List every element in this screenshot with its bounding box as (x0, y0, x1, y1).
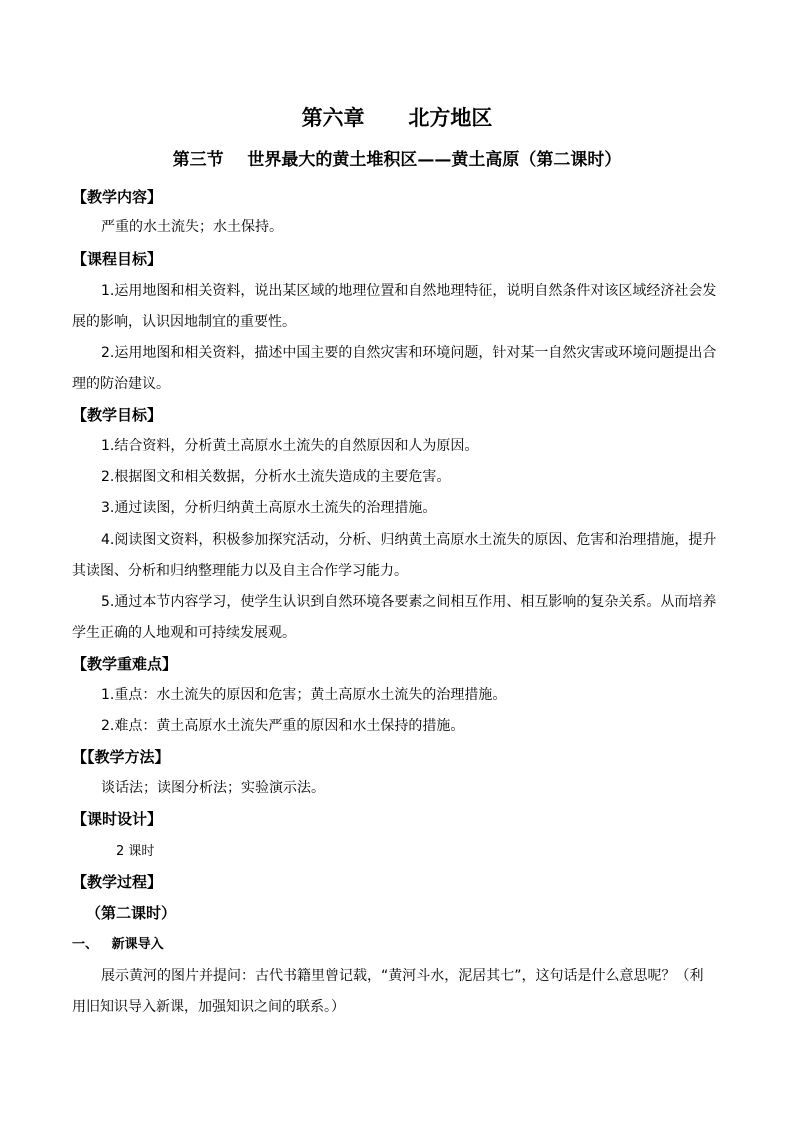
heading-teaching-content: 【教学内容】 (72, 188, 163, 206)
key-point-item-2: 2.难点：黄土高原水土流失严重的原因和水土保持的措施。 (101, 718, 465, 734)
objective-item-4-line-1: 4.阅读图文资料，积极参加探究活动，分析、归纳黄土高原水土流失的原因、危害和治理措施，提升 (101, 532, 717, 548)
objective-item-1: 1.结合资料，分析黄土高原水土流失的自然原因和人为原因。 (101, 438, 479, 454)
process-paragraph-line-2: 用旧知识导入新课，加强知识之间的联系。） (72, 999, 345, 1015)
process-step-1: 一、 新课导入 (72, 937, 164, 952)
objective-item-4-line-2: 其读图、分析和归纳整理能力以及自主合作学习能力。 (72, 563, 408, 579)
content-text: 严重的水土流失；水土保持。 (101, 219, 283, 235)
objective-item-5-line-2: 学生正确的人地观和可持续发展观。 (72, 625, 296, 641)
process-lesson-label: （第二课时） (86, 904, 177, 922)
heading-key-difficult-points: 【教学重难点】 (72, 655, 178, 673)
chapter-title: 第六章 北方地区 (301, 106, 493, 130)
objective-item-5-line-1: 5.通过本节内容学习，使学生认识到自然环境各要素之间相互作用、相互影响的复杂关系。从而培养 (101, 594, 717, 610)
heading-teaching-methods: 【【教学方法】 (72, 748, 170, 766)
curriculum-item-2-line-2: 理的防治建议。 (72, 376, 170, 392)
heading-lesson-design: 【课时设计】 (72, 810, 163, 828)
lesson-count: 2 课时 (116, 844, 155, 859)
curriculum-item-1-line-1: 1.运用地图和相关资料，说出某区域的地理位置和自然地理特征，说明自然条件对该区域经济社会发 (101, 283, 717, 299)
curriculum-item-1-line-2: 展的影响，认识因地制宜的重要性。 (72, 314, 296, 330)
heading-curriculum-goals: 【课程目标】 (72, 250, 163, 268)
curriculum-item-2-line-1: 2.运用地图和相关资料，描述中国主要的自然灾害和环境问题，针对某一自然灾害或环境问题提出合 (101, 345, 717, 361)
methods-text: 谈话法；读图分析法；实验演示法。 (101, 780, 325, 796)
process-paragraph-line-1: 展示黄河的图片并提问：古代书籍里曾记载，“黄河斗水，泥居其七”，这句话是什么意思呢？（利 (101, 968, 704, 984)
section-title: 第三节 世界最大的黄土堆积区——黄土高原（第二课时） (172, 150, 622, 170)
key-point-item-1: 1.重点：水土流失的原因和危害；黄土高原水土流失的治理措施。 (101, 687, 507, 703)
heading-teaching-objectives: 【教学目标】 (72, 406, 163, 424)
objective-item-3: 3.通过读图，分析归纳黄土高原水土流失的治理措施。 (101, 500, 437, 516)
objective-item-2: 2.根据图文和相关数据，分析水土流失造成的主要危害。 (101, 469, 451, 485)
heading-teaching-process: 【教学过程】 (72, 873, 163, 891)
